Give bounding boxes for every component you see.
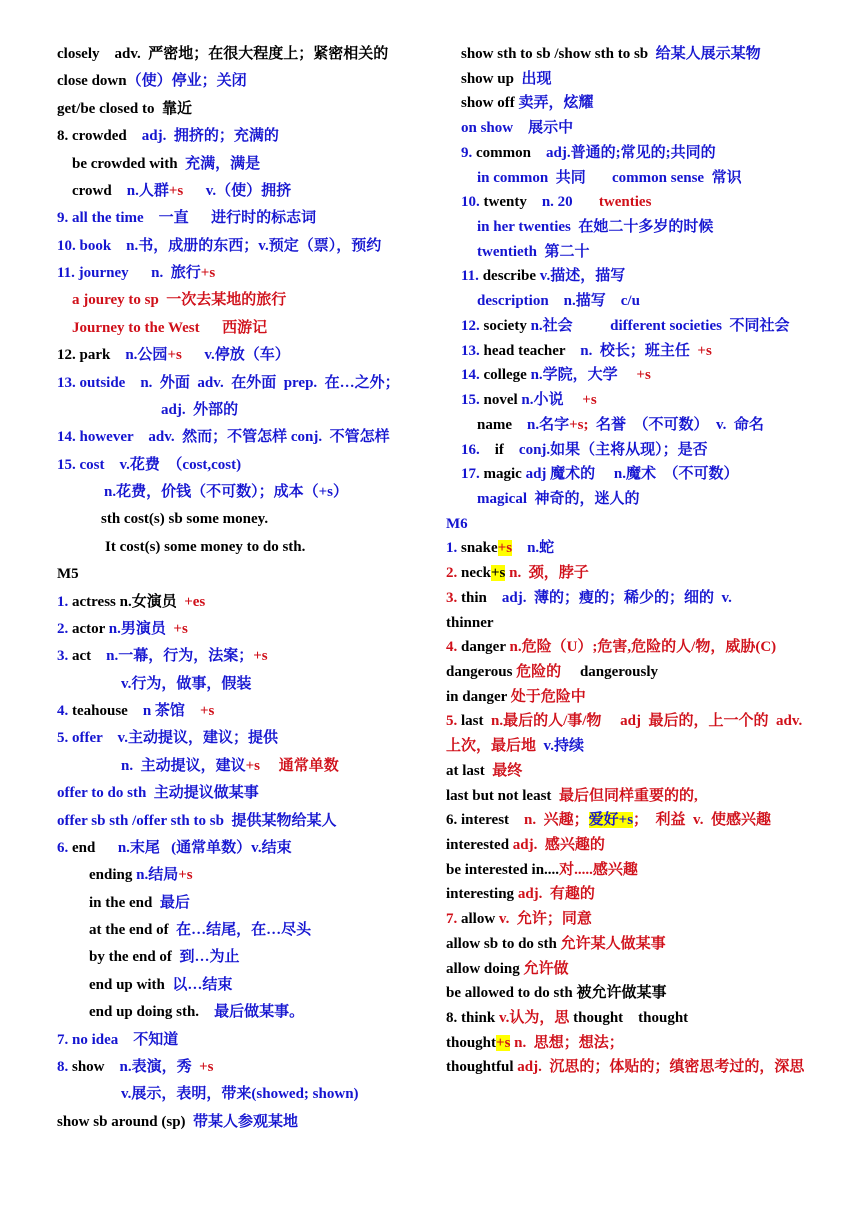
text-span: twenty — [483, 194, 542, 211]
text-span: 允许某人做某事 — [560, 935, 666, 952]
text-span: +s — [167, 347, 182, 364]
text-span: +s 通常单数 — [245, 757, 339, 774]
text-span: be crowded with — [72, 155, 186, 172]
text-line — [446, 786, 836, 806]
text-span: adj. 拥挤的；充满的 — [141, 128, 279, 145]
text-line — [446, 1057, 836, 1077]
text-span: crowd — [72, 182, 127, 199]
text-span: n.表演，秀 — [119, 1058, 200, 1075]
text-line — [446, 662, 836, 682]
text-line — [446, 637, 836, 657]
text-span: n. 思想；想法； — [510, 1034, 624, 1051]
text-span: on show 展示中 — [461, 120, 574, 137]
text-span: 危险的 — [516, 663, 580, 680]
text-span: allow sb to do sth — [446, 935, 561, 952]
text-span: in common 共同 common sense 常识 — [477, 169, 742, 186]
text-line — [446, 69, 836, 89]
text-span: 14. however adv. 然而；不管怎样 conj. 不管怎样 — [57, 429, 390, 446]
text-span: 15. cost v.花费 （cost,cost) — [57, 456, 242, 473]
text-span: n. 主动提议，建议 — [121, 757, 246, 774]
text-span: teahouse — [72, 703, 143, 719]
text-span: n.名字 — [527, 416, 570, 433]
text-span: adj. 薄的；瘦的；稀少的；细的 v. — [501, 589, 732, 606]
text-line — [57, 71, 437, 91]
text-span: 到…为止 — [179, 949, 240, 966]
text-span: at the end of — [89, 922, 177, 938]
text-line — [446, 390, 836, 410]
text-span: get/be closed to — [57, 100, 162, 117]
text-span: actor — [72, 620, 109, 637]
text-line — [446, 217, 836, 237]
text-line — [446, 687, 836, 707]
text-span: dangerous — [446, 663, 517, 680]
text-span: close down — [57, 73, 127, 90]
text-span: 12. — [461, 317, 484, 334]
text-span: n.末尾 (通常单数）v.结束 — [117, 839, 292, 856]
text-span: 6. interest — [446, 812, 525, 829]
text-span: 9. all the time 一直 进行时的标志词 — [57, 210, 317, 227]
text-line — [446, 835, 836, 855]
text-line — [446, 860, 836, 880]
text-line — [57, 263, 437, 283]
text-span: in danger — [446, 688, 511, 705]
text-span: magic — [483, 466, 526, 483]
text-span: description n.描写 c/u — [477, 293, 640, 310]
text-line — [446, 118, 836, 138]
text-line — [57, 482, 437, 502]
text-line — [446, 489, 836, 509]
text-line — [446, 1033, 836, 1053]
text-span: a jourey to sp 一次去某地的旅行 — [72, 292, 287, 309]
text-span: act — [72, 648, 107, 665]
left-column — [57, 44, 437, 1139]
text-line — [57, 208, 437, 228]
text-span: v.行为，做事，假装 — [121, 675, 252, 692]
text-span: end up doing sth. — [89, 1004, 215, 1021]
text-line — [57, 44, 437, 64]
text-span: 5. — [446, 713, 461, 730]
text-line — [446, 588, 836, 608]
text-span: 卖弄，炫耀 — [518, 95, 594, 112]
text-line — [446, 44, 836, 64]
text-line — [57, 509, 437, 529]
text-span: M6 — [446, 515, 468, 532]
text-line — [57, 400, 437, 420]
text-span: n.最后的人/事/物 adj 最后的，上一个的 adv. — [491, 713, 803, 730]
text-span: n.一幕，行为，法案； — [106, 648, 254, 665]
text-span: snake — [461, 540, 498, 557]
text-span: society — [483, 317, 531, 334]
text-span: n.结局 — [136, 867, 179, 884]
text-line — [446, 761, 836, 781]
text-span: +s — [636, 367, 651, 384]
text-span: end — [72, 839, 118, 856]
text-line — [446, 810, 836, 830]
text-span: 充满，满是 — [185, 155, 261, 172]
text-span: v.描述，描写 — [539, 268, 626, 285]
text-line — [57, 674, 437, 694]
text-line — [57, 537, 437, 557]
text-span: 被允许做某事 — [576, 985, 667, 1002]
text-span: 6. — [57, 839, 72, 856]
highlighted-text: 爱好+s — [588, 812, 634, 829]
text-span: if — [494, 441, 519, 458]
text-span: 给某人展示某物 — [655, 46, 761, 62]
text-span: +s — [168, 182, 184, 199]
text-line — [57, 975, 437, 995]
text-line — [57, 126, 437, 146]
text-span: n. 20 — [541, 194, 599, 211]
text-line — [57, 427, 437, 447]
text-line — [57, 154, 437, 174]
text-line — [446, 884, 836, 904]
text-span: thoughtful — [446, 1059, 518, 1076]
text-span: twenties — [598, 194, 652, 211]
text-span: 1. — [57, 593, 72, 610]
text-span: 15. — [461, 392, 484, 409]
text-span: 4. — [57, 703, 72, 719]
text-line — [57, 1030, 437, 1050]
text-span: v.（使）拥挤 — [183, 182, 292, 199]
text-line — [57, 783, 437, 803]
text-span: 最终 — [492, 762, 523, 779]
text-line — [57, 865, 437, 885]
text-span: 9. — [461, 144, 476, 161]
text-line — [57, 1112, 437, 1132]
text-span: 8. — [57, 1058, 72, 1075]
text-span: n.危险（U）;危害,危险的人/物，威胁(C) — [509, 639, 777, 656]
text-span: 14. — [461, 367, 484, 384]
text-span: Journey to the West 西游记 — [72, 319, 268, 336]
text-span: last — [461, 713, 491, 730]
text-line — [446, 959, 836, 979]
text-line — [446, 1008, 836, 1028]
text-span: 12. park — [57, 347, 126, 364]
text-span: It cost(s) some money to do sth. — [105, 538, 306, 555]
text-line — [446, 983, 836, 1003]
text-span: adj. 沉思的；体贴的；缜密思考过的，深思 — [517, 1059, 805, 1076]
text-span: name — [477, 416, 527, 433]
text-span: 7. — [446, 911, 461, 928]
highlighted-text: +s — [491, 565, 506, 582]
text-span: 带某人参观某地 — [193, 1113, 299, 1130]
text-span: 名誉 （不可数） v. 命名 — [595, 416, 764, 433]
text-span: head teacher — [483, 342, 581, 359]
text-span: show up — [461, 70, 522, 87]
text-span: +s; — [569, 416, 596, 433]
text-line — [446, 291, 836, 311]
text-span: 最后做某事。 — [214, 1004, 305, 1021]
text-span: 出现 — [521, 70, 552, 87]
text-span: 16. — [461, 441, 495, 458]
text-span: end up with — [89, 976, 173, 993]
text-line — [446, 711, 836, 731]
text-line — [446, 143, 836, 163]
text-span: last but not least — [446, 787, 559, 804]
text-span: common — [476, 144, 546, 161]
text-span: at last — [446, 762, 493, 779]
text-span: v.展示，表明，带来(showed; shown) — [121, 1086, 359, 1103]
text-span: 4. — [446, 639, 461, 656]
text-span: novel — [483, 392, 522, 409]
text-span: college — [483, 367, 531, 384]
text-line — [57, 592, 437, 612]
text-span: by the end of — [89, 949, 180, 966]
text-line — [446, 365, 836, 385]
text-span: +s — [697, 342, 712, 359]
text-span: +s — [253, 648, 268, 665]
text-span: thin — [461, 589, 502, 606]
text-span: +s — [173, 620, 188, 637]
text-span: +s — [199, 703, 215, 719]
text-span: +s — [582, 392, 597, 409]
text-span: n.公园 — [125, 347, 168, 364]
text-span: 11. — [461, 268, 483, 285]
text-span: ； 利益 v. 使感兴趣 — [633, 812, 771, 829]
text-span: 13. — [461, 342, 484, 359]
text-span: 以…结束 — [172, 976, 233, 993]
text-span: n.蛇 — [512, 540, 555, 557]
right-column — [446, 44, 836, 1082]
text-line — [57, 838, 437, 858]
text-line — [446, 563, 836, 583]
text-line — [57, 455, 437, 475]
text-span: 严密地；在很大程度上；紧密相关的 — [148, 46, 389, 62]
text-span: closely adv. — [57, 46, 149, 62]
text-span: +es — [184, 593, 206, 610]
text-line — [57, 701, 437, 721]
text-line — [446, 538, 836, 558]
text-span: interesting — [446, 886, 518, 903]
text-span: M5 — [57, 566, 79, 583]
text-span: magical 神奇的，迷人的 — [477, 490, 640, 507]
text-span: adj. 有趣的 — [517, 886, 595, 903]
text-span: be interested in.... — [446, 861, 560, 878]
text-span: show — [72, 1058, 120, 1075]
text-line — [446, 266, 836, 286]
text-line — [57, 756, 437, 776]
text-span: thought thought — [573, 1010, 689, 1027]
text-line — [57, 920, 437, 940]
text-line — [57, 345, 437, 365]
text-span: twentieth 第二十 — [477, 243, 590, 260]
text-span: in her twenties 在她二十多岁的时候 — [477, 219, 714, 236]
text-span: 8. crowded — [57, 128, 142, 145]
text-span: 13. outside n. 外面 adv. 在外面 prep. 在…之外； — [57, 374, 400, 391]
text-span: allow — [461, 911, 499, 928]
text-span: n.小说 — [521, 392, 583, 409]
text-span: 11. journey n. 旅行 — [57, 265, 201, 281]
text-span: 7. no idea 不知道 — [57, 1031, 179, 1048]
text-span: 上次，最后地 — [446, 738, 544, 755]
text-span: +s — [200, 265, 216, 281]
text-span: n. 兴趣； — [524, 812, 589, 829]
text-span: 处于危险中 — [510, 688, 586, 705]
text-span: adj.普通的;常见的;共同的 — [546, 144, 716, 161]
text-span: show sb around (sp) — [57, 1113, 194, 1130]
text-span: 2. — [57, 620, 72, 637]
text-span: 最后但同样重要的的, — [558, 787, 698, 804]
text-span: 最后 — [159, 894, 190, 911]
text-line — [446, 736, 836, 756]
text-line — [57, 99, 437, 119]
text-line — [57, 181, 437, 201]
text-span: v.停放（车） — [181, 347, 290, 364]
text-span: 1. — [446, 540, 461, 557]
text-line — [446, 613, 836, 633]
text-line — [57, 290, 437, 310]
text-span: conj.如果（主将从现）；是否 — [518, 441, 708, 458]
text-span: sth cost(s) sb some money. — [101, 511, 269, 528]
text-span: thinner — [446, 614, 494, 631]
text-span: v.认为，思 — [498, 1010, 574, 1027]
text-span: 3. — [57, 648, 72, 665]
text-span: show off — [461, 95, 519, 112]
text-span: adj. 感兴趣的 — [512, 837, 605, 853]
text-span: show sth to sb /show sth to sb — [461, 46, 656, 62]
text-span: 8. think — [446, 1010, 499, 1027]
text-line — [446, 341, 836, 361]
text-line — [57, 564, 437, 584]
text-span: offer to do sth 主动提议做某事 — [57, 785, 259, 802]
text-span: adj 魔术的 n.魔术 （不可数） — [525, 466, 739, 483]
text-span: danger — [461, 639, 510, 656]
text-line — [446, 316, 836, 336]
text-span: 对.....感兴趣 — [559, 861, 638, 878]
text-line — [446, 909, 836, 929]
text-span: interested — [446, 837, 513, 853]
text-line — [446, 440, 836, 460]
highlighted-text: +s — [497, 540, 513, 557]
text-span: be allowed to do sth — [446, 985, 577, 1002]
text-span: allow doing — [446, 960, 524, 977]
text-span: 靠近 — [161, 100, 192, 117]
text-span: n. 校长；班主任 — [580, 342, 698, 359]
text-span: v. 允许；同意 — [498, 911, 592, 928]
text-line — [57, 318, 437, 338]
text-line — [446, 464, 836, 484]
text-span: neck — [461, 565, 491, 582]
text-span: n. 颈，脖子 — [505, 565, 589, 582]
text-span: v.持续 — [543, 738, 584, 755]
text-span: offer sb sth /offer sth to sb 提供某物给某人 — [57, 812, 337, 829]
text-line — [446, 934, 836, 954]
text-span: thought — [446, 1034, 497, 1051]
text-line — [57, 646, 437, 666]
text-line — [57, 811, 437, 831]
text-line — [446, 192, 836, 212]
text-span: 允许做 — [523, 960, 569, 977]
text-span: 在…结尾，在…尽头 — [176, 922, 312, 938]
text-line — [446, 93, 836, 113]
text-span: 17. — [461, 466, 484, 483]
text-span: n 茶馆 — [142, 703, 200, 719]
text-line — [57, 893, 437, 913]
text-line — [57, 619, 437, 639]
text-span: describe — [482, 268, 540, 285]
text-span: n.花费，价钱（不可数）；成本（+s） — [104, 484, 348, 500]
text-span: n.社会 different societies 不同社会 — [530, 317, 790, 334]
text-span: dangerously — [579, 663, 659, 680]
text-line — [57, 373, 437, 393]
text-span: 10. book n.书，成册的东西；v.预定（票），预约 — [57, 237, 382, 254]
text-span: 5. offer v.主动提议，建议；提供 — [57, 730, 278, 747]
text-line — [57, 947, 437, 967]
text-span: 10. — [461, 194, 484, 211]
text-line — [57, 728, 437, 748]
text-line — [57, 1002, 437, 1022]
text-span: +s — [199, 1058, 214, 1075]
text-line — [446, 415, 836, 435]
text-span: ending — [89, 867, 137, 884]
text-span: adj. 外部的 — [161, 401, 239, 418]
text-line — [446, 242, 836, 262]
text-span: in the end — [89, 894, 160, 911]
text-line — [57, 1084, 437, 1104]
text-span: +s — [178, 867, 193, 884]
text-span: 3. — [446, 589, 461, 606]
text-span: n.学院，大学 — [530, 367, 637, 384]
text-line — [446, 168, 836, 188]
text-line — [57, 1057, 437, 1077]
text-line — [57, 236, 437, 256]
text-span: actress n.女演员 — [72, 593, 185, 610]
text-span: n.男演员 — [108, 620, 174, 637]
highlighted-text: +s — [496, 1034, 511, 1051]
text-span: 2. — [446, 565, 461, 582]
text-line — [446, 514, 836, 534]
text-span: n.人群 — [126, 182, 169, 199]
text-span: （使）停业；关闭 — [126, 73, 247, 90]
